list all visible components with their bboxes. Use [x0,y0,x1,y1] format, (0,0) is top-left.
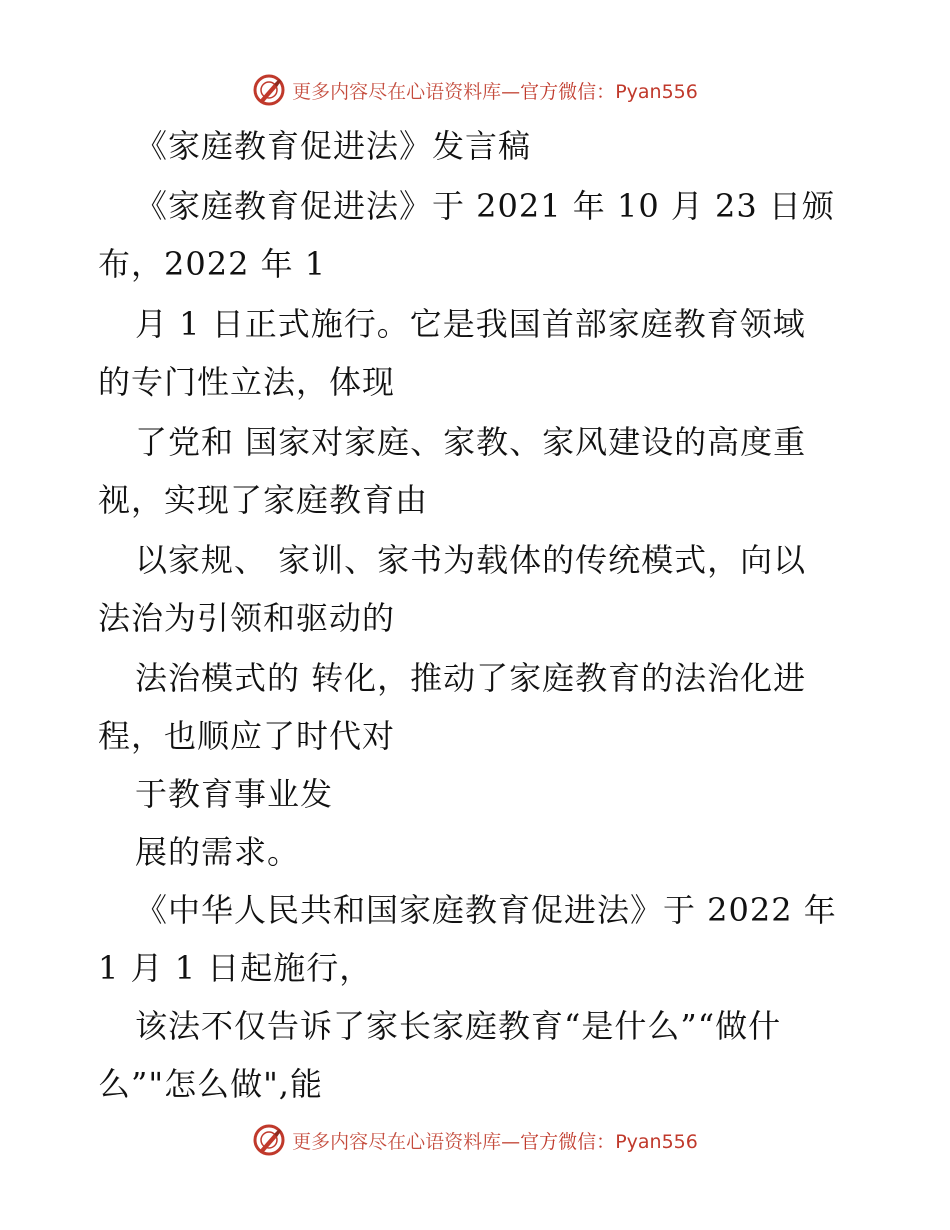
watermark-text [292,77,698,104]
paragraph-line: 么”"怎么做",能 [98,1065,323,1103]
paragraph-line: 该法不仅告诉了家长家庭教育“是什么”“做什 [135,1007,782,1045]
paragraph-line: 《中华人民共和国家庭教育促进法》于 2022 年 [135,891,837,929]
paragraph-line: 视，实现了家庭教育由 [98,481,429,519]
watermark-dash: — [501,80,521,103]
watermark-contact-id: Pyan556 [615,80,698,103]
watermark-main-text: 更多内容尽在心语资料库 [292,1130,502,1153]
paragraph-line: 于教育事业发 [135,775,334,813]
footer-watermark [0,1120,950,1160]
watermark-contact-label: 官方微信： [520,80,616,103]
pen-circle-logo-icon [252,1123,286,1157]
paragraph-line: 的专门性立法，体现 [98,363,396,401]
paragraph-line: 月 1 日正式施行。它是我国首部家庭教育领域 [135,305,806,343]
paragraph-line: 法治为引领和驱动的 [98,599,396,637]
watermark-contact-label: 官方微信： [520,1130,616,1153]
paragraph-line: 程，也顺应了时代对 [98,717,396,755]
watermark-dash: — [501,1130,521,1153]
paragraph-line: 了党和 国家对家庭、家教、家风建设的高度重 [135,423,807,461]
paragraph-line: 1 月 1 日起施行， [98,949,373,987]
pen-circle-logo-icon [252,73,286,107]
watermark-text [292,1127,698,1154]
paragraph-line: 以家规、 家训、家书为载体的传统模式，向以 [135,541,807,579]
watermark-main-text: 更多内容尽在心语资料库 [292,80,502,103]
watermark-contact-id: Pyan556 [615,1130,698,1153]
paragraph-line: 《家庭教育促进法》于 2021 年 10 月 23 日颁 [135,187,835,225]
header-watermark [0,70,950,110]
paragraph-line: 展的需求。 [135,833,301,871]
paragraph-line: 布，2022 年 1 [98,245,327,283]
paragraph-line: 法治模式的 转化，推动了家庭教育的法治化进 [135,659,807,697]
document-title: 《家庭教育促进法》发言稿 [135,127,532,165]
